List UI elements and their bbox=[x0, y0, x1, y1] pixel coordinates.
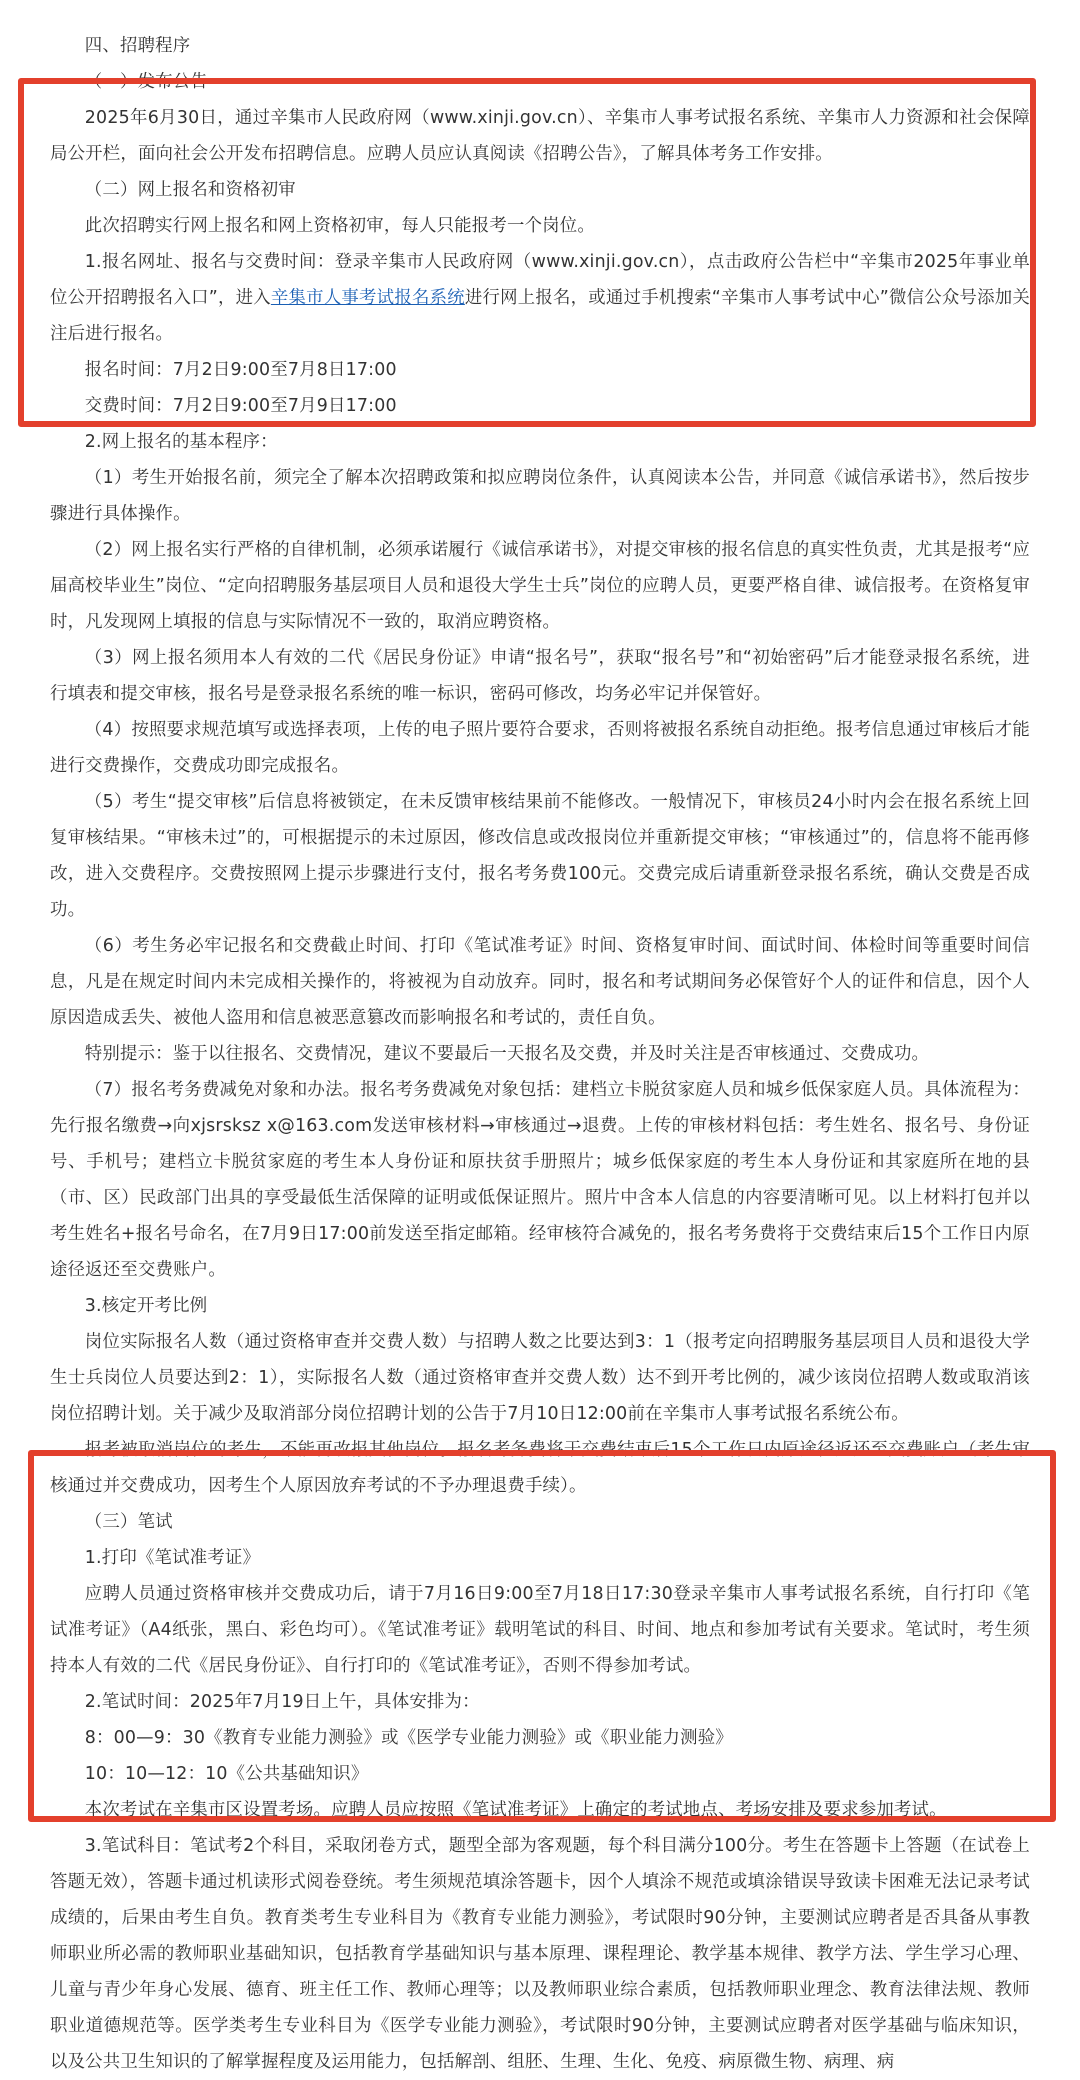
exam-session-2: 10：10—12：10《公共基础知识》 bbox=[84, 1764, 369, 1784]
paragraph: （3）网上报名须用本人有效的二代《居民身份证》申请“报名号”，获取“报名号”和“初始密码”后才能登录报名系统，进行填表和提交审核，报名号是登录报名系统的唯一标识，密码可修改，均务必牢记并保管好。 bbox=[50, 648, 1030, 704]
exam-session-1: 8：00—9：30《教育专业能力测验》或《医学专业能力测验》或《职业能力测验》 bbox=[84, 1728, 733, 1748]
text-run: 进行网上报名，或通过手机搜索“辛集市人事考试中心”微信公众号添加关注后进行报名。 bbox=[50, 288, 1030, 344]
paragraph: 1.打印《笔试准考证》 bbox=[84, 1548, 261, 1568]
paragraph: 2.网上报名的基本程序： bbox=[84, 432, 278, 452]
payment-time: 交费时间：7月2日9:00至7月9日17:00 bbox=[84, 396, 397, 416]
registration-system-link[interactable]: 辛集市人事考试报名系统 bbox=[270, 288, 465, 308]
paragraph: （7）报名考务费减免对象和办法。报名考务费减免对象包括：建档立卡脱贫家庭人员和城乡低保家庭人员。具体流程为：先行报名缴费→向xjsrsksz x@163.com发送审核材料→审核通过→退费。上传的审核材料包括：考生姓名、报名号、身份证号、手机号；建档立卡脱贫家庭的考生本人身份证和原扶贫手册照片；城乡低保家庭的考生本人身份证和其家庭所在地的县（市、区）民政部门出具的享受最低生活保障的证明或低保证照片。照片中含本人信息的内容要清晰可见。以上材料打包并以考生姓名+报名号命名，在7月9日17:00前发送至指定邮箱。经审核符合减免的，报名考务费将于交费结束后15个工作日内原途径返还至交费账户。 bbox=[50, 1080, 1030, 1280]
registration-time: 报名时间：7月2日9:00至7月8日17:00 bbox=[84, 360, 397, 380]
subsection-heading: （一）发布公告 bbox=[84, 72, 208, 92]
exam-time: 2.笔试时间：2025年7月19日上午，具体安排为： bbox=[84, 1692, 480, 1712]
paragraph: 本次考试在辛集市区设置考场。应聘人员应按照《笔试准考证》上确定的考试地点、考场安排及要求参加考试。 bbox=[84, 1800, 947, 1820]
paragraph bbox=[50, 244, 1030, 352]
paragraph: 此次招聘实行网上报名和网上资格初审，每人只能报考一个岗位。 bbox=[84, 216, 595, 236]
subsection-heading: （三）笔试 bbox=[84, 1512, 173, 1532]
paragraph: （4）按照要求规范填写或选择表项，上传的电子照片要符合要求，否则将被报名系统自动拒绝。报考信息通过审核后才能进行交费操作，交费成功即完成报名。 bbox=[50, 720, 1030, 776]
paragraph: 岗位实际报名人数（通过资格审查并交费人数）与招聘人数之比要达到3：1（报考定向招聘服务基层项目人员和退役大学生士兵岗位人员要达到2：1），实际报名人数（通过资格审查并交费人数）达不到开考比例的，减少该岗位招聘人数或取消该岗位招聘计划。关于减少及取消部分岗位招聘计划的公告于7月10日12:00前在辛集市人事考试报名系统公布。 bbox=[50, 1332, 1030, 1424]
paragraph: （5）考生“提交审核”后信息将被锁定，在未反馈审核结果前不能修改。一般情况下，审核员24小时内会在报名系统上回复审核结果。“审核未过”的，可根据提示的未过原因，修改信息或改报岗位并重新提交审核；“审核通过”的，信息将不能再修改，进入交费程序。交费按照网上提示步骤进行支付，报名考务费100元。交费完成后请重新登录报名系统，确认交费是否成功。 bbox=[50, 792, 1030, 920]
paragraph: 报考被取消岗位的考生，不能再改报其他岗位。报名考务费将于交费结束后15个工作日内原途径返还至交费账户（考生审核通过并交费成功，因考生个人原因放弃考试的不予办理退费手续）。 bbox=[50, 1440, 1030, 1496]
text-run: 1.报名网址、报名与交费时间：登录辛集市人民政府网（www.xinji.gov.cn），点击政府公告栏中“辛集市2025年事业单位公开招聘报名入口”，进入 bbox=[50, 252, 1030, 308]
section-heading: 四、招聘程序 bbox=[84, 36, 191, 56]
paragraph: 3.笔试科目：笔试考2个科目，采取闭卷方式，题型全部为客观题，每个科目满分100分。考生在答题卡上答题（在试卷上答题无效），答题卡通过机读形式阅卷登统。考生须规范填涂答题卡，因个人填涂不规范或填涂错误导致读卡困难无法记录考试成绩的，后果由考生自负。教育类考生专业科目为《教育专业能力测验》，考试限时90分钟，主要测试应聘者是否具备从事教师职业所必需的教师职业基础知识，包括教育学基础知识与基本原理、课程理论、教学基本规律、教学方法、学生学习心理、儿童与青少年身心发展、德育、班主任工作、教师心理等；以及教师职业综合素质，包括教师职业理念、教育法律法规、教师职业道德规范等。医学类考生专业科目为《医学专业能力测验》，考试限时90分钟，主要测试应聘者对医学基础与临床知识，以及公共卫生知识的了解掌握程度及运用能力，包括解剖、组胚、生理、生化、免疫、病原微生物、病理、病 bbox=[50, 1836, 1030, 2072]
subsection-heading: （二）网上报名和资格初审 bbox=[84, 180, 296, 200]
paragraph: （2）网上报名实行严格的自律机制，必须承诺履行《诚信承诺书》，对提交审核的报名信息的真实性负责，尤其是报考“应届高校毕业生”岗位、“定向招聘服务基层项目人员和退役大学生士兵”岗位的应聘人员，更要严格自律、诚信报考。在资格复审时，凡发现网上填报的信息与实际情况不一致的，取消应聘资格。 bbox=[50, 540, 1030, 632]
special-notice: 特别提示：鉴于以往报名、交费情况，建议不要最后一天报名及交费，并及时关注是否审核通过、交费成功。 bbox=[84, 1044, 930, 1064]
paragraph: 应聘人员通过资格审核并交费成功后，请于7月16日9:00至7月18日17:30登录辛集市人事考试报名系统，自行打印《笔试准考证》（A4纸张，黑白、彩色均可）。《笔试准考证》载明笔试的科目、时间、地点和参加考试有关要求。笔试时，考生须持本人有效的二代《居民身份证》、自行打印的《笔试准考证》，否则不得参加考试。 bbox=[50, 1584, 1030, 1676]
paragraph: （1）考生开始报名前，须完全了解本次招聘政策和拟应聘岗位条件，认真阅读本公告，并同意《诚信承诺书》，然后按步骤进行具体操作。 bbox=[50, 468, 1030, 524]
paragraph: 3.核定开考比例 bbox=[84, 1296, 208, 1316]
paragraph: （6）考生务必牢记报名和交费截止时间、打印《笔试准考证》时间、资格复审时间、面试时间、体检时间等重要时间信息，凡是在规定时间内未完成相关操作的，将被视为自动放弃。同时，报名和考试期间务必保管好个人的证件和信息，因个人原因造成丢失、被他人盗用和信息被恶意篡改而影响报名和考试的，责任自负。 bbox=[50, 936, 1030, 1028]
paragraph: 2025年6月30日，通过辛集市人民政府网（www.xinji.gov.cn）、辛集市人事考试报名系统、辛集市人力资源和社会保障局公开栏，面向社会公开发布招聘信息。应聘人员应认真阅读《招聘公告》，了解具体考务工作安排。 bbox=[50, 108, 1030, 164]
